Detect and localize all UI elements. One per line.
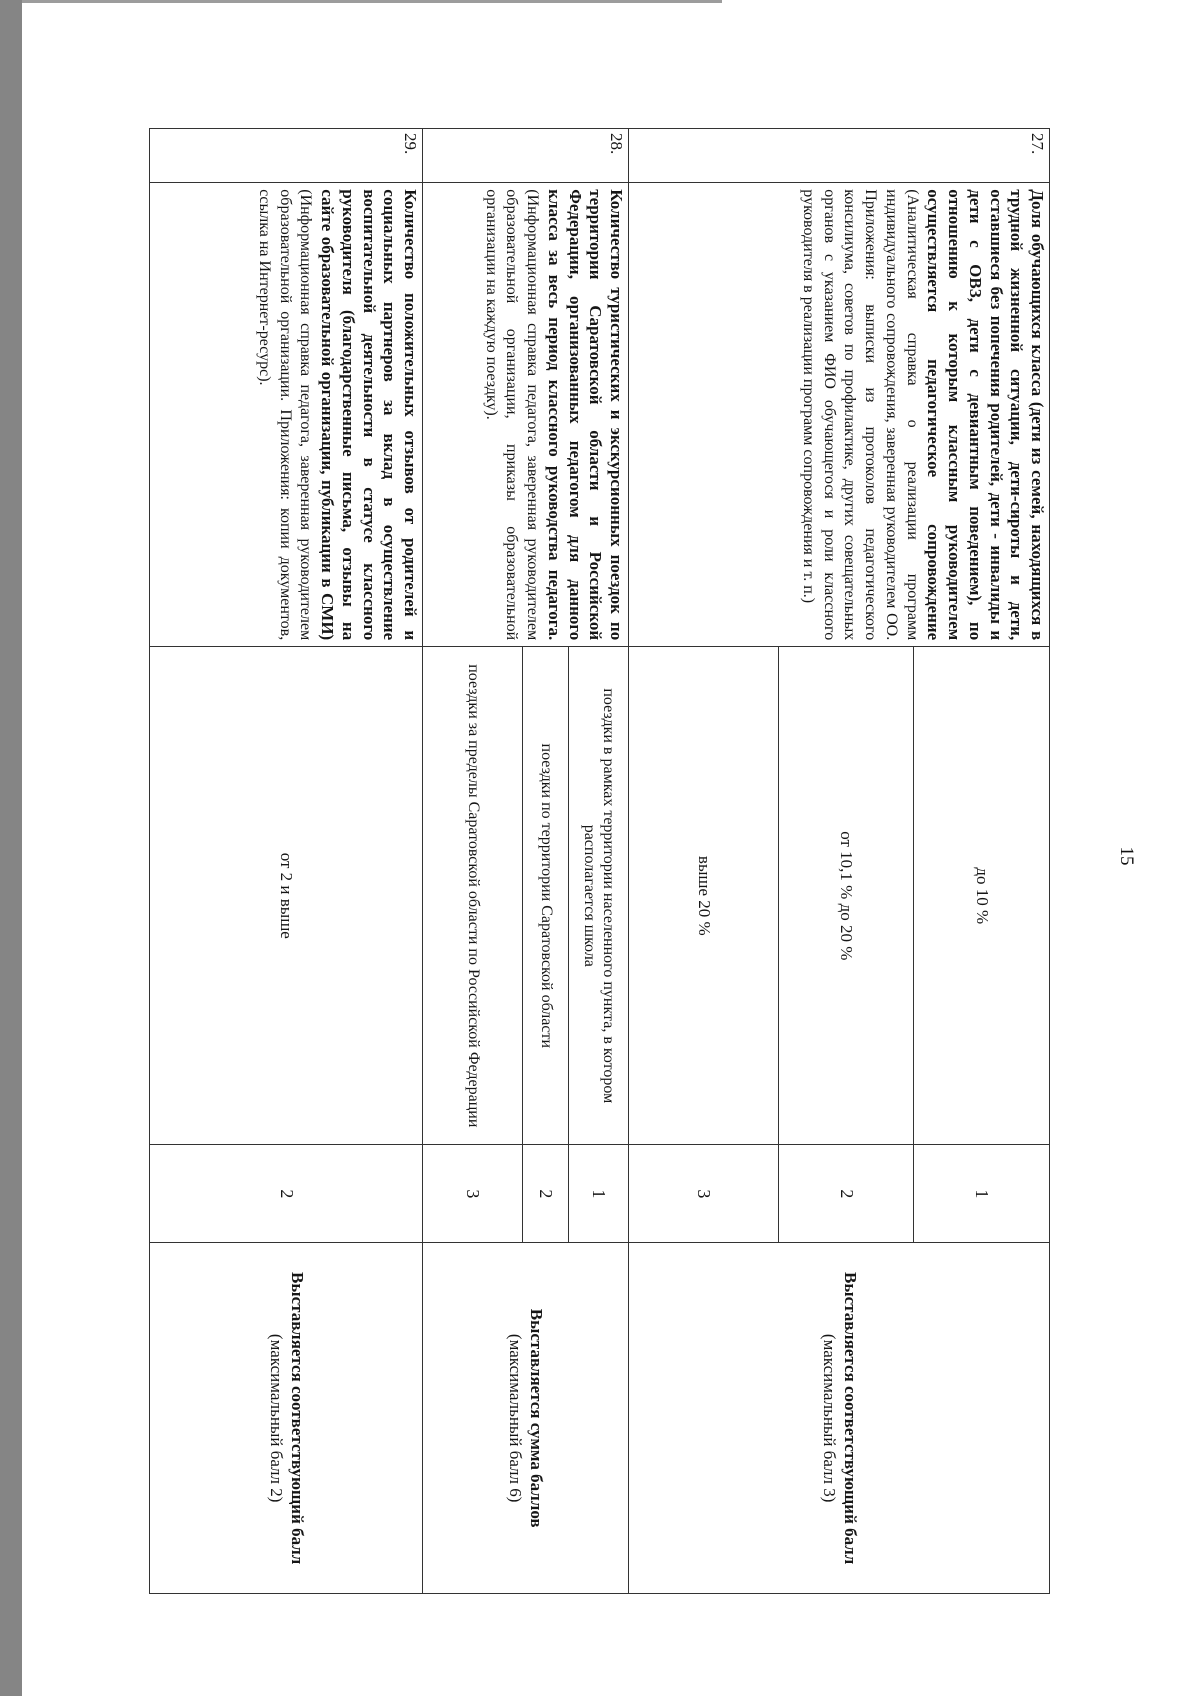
- criterion-note: (Информационная справка педагога, заверенная руководителем образовательной организации.: [276, 189, 315, 641]
- page-number: 15: [1116, 846, 1137, 866]
- level-condition: поездки в рамках территории населенного пункта, в котором располагается школа: [569, 647, 629, 1145]
- table-row-28: [569, 129, 629, 1594]
- rotated-table-container: [150, 128, 1050, 1594]
- scoring-rule-max: (максимальный балл 3): [820, 1333, 839, 1503]
- criterion-description: [150, 183, 423, 647]
- scoring-rule-title: Выставляется соответствующий балл: [287, 1271, 307, 1565]
- scan-edge: [22, 0, 722, 3]
- level-score: 2: [523, 1145, 569, 1243]
- criterion-attachments: Приложения: выписки из протоколов педагогического консилиума, советов по профилактике, других совещательных органов с указанием ФИО обучающегося и роли классного руководителя в реализации программ сопровождения и т. п.): [799, 189, 880, 641]
- row-number: 29.: [150, 129, 423, 183]
- criterion-attachments: Приложения: копии документов, ссылка на Интернет-ресурс).: [255, 189, 294, 641]
- criterion-description: [629, 183, 1050, 647]
- criterion-note: (Аналитическая справка о реализации программ индивидуального сопровождения, заверенная руководителем ОО.: [882, 189, 921, 641]
- scoring-rule-max: (максимальный балл 2): [267, 1333, 286, 1503]
- row-number: 27.: [629, 129, 1050, 183]
- level-score: 2: [150, 1145, 423, 1243]
- row-number: 28.: [423, 129, 629, 183]
- level-condition: от 2 и выше: [150, 647, 423, 1145]
- criterion-title: Доля обучающихся класса (дети из семей, находящихся в трудной жизненной ситуации, дети-сироты и дети, оставшиеся без попечения родителей, дети - инвалиды и дети с ОВЗ, дети с девиантным поведением), по отношению к которым классным руководителем осуществляется педагогическое сопровождение: [924, 189, 1047, 641]
- level-score: 2: [779, 1145, 914, 1243]
- criterion-description: [423, 183, 629, 647]
- level-score: 1: [569, 1145, 629, 1243]
- scoring-rule: [629, 1243, 1050, 1594]
- criterion-title: Количество положительных отзывов от родителей и социальных партнеров за вклад в осуществление воспитательной деятельности в статусе классного руководителя (благодарственные письма, отзывы на сайте образовательной организации, публикации в СМИ): [318, 189, 420, 641]
- scoring-rule-title: Выставляется сумма баллов: [527, 1308, 547, 1528]
- table-row-29: [150, 129, 423, 1594]
- level-condition: от 10,1 % до 20 %: [779, 647, 914, 1145]
- level-score: 1: [914, 1145, 1050, 1243]
- level-condition: поездки по территории Саратовской области: [523, 647, 569, 1145]
- table-row-27: [914, 129, 1050, 1594]
- criteria-table: [149, 128, 1050, 1594]
- level-condition: поездки за пределы Саратовской области по Российской Федерации: [423, 647, 523, 1145]
- criterion-title: Количество туристических и экскурсионных поездок по территории Саратовской области и Российской Федерации, организованных педагогом для данного класса за весь период классного руководства педагога.: [544, 189, 626, 641]
- scoring-rule: [150, 1243, 423, 1594]
- scoring-rule-title: Выставляется соответствующий балл: [840, 1271, 860, 1565]
- scoring-rule-max: (максимальный балл 6): [506, 1333, 526, 1503]
- scoring-rule: [423, 1243, 629, 1594]
- level-score: 3: [423, 1145, 523, 1243]
- criterion-note: (Информационная справка педагога, заверенная руководителем образовательной организации, приказы образовательной организации на каждую поездку).: [482, 189, 542, 641]
- level-score: 3: [629, 1145, 779, 1243]
- level-condition: до 10 %: [914, 647, 1050, 1145]
- level-condition: выше 20 %: [629, 647, 779, 1145]
